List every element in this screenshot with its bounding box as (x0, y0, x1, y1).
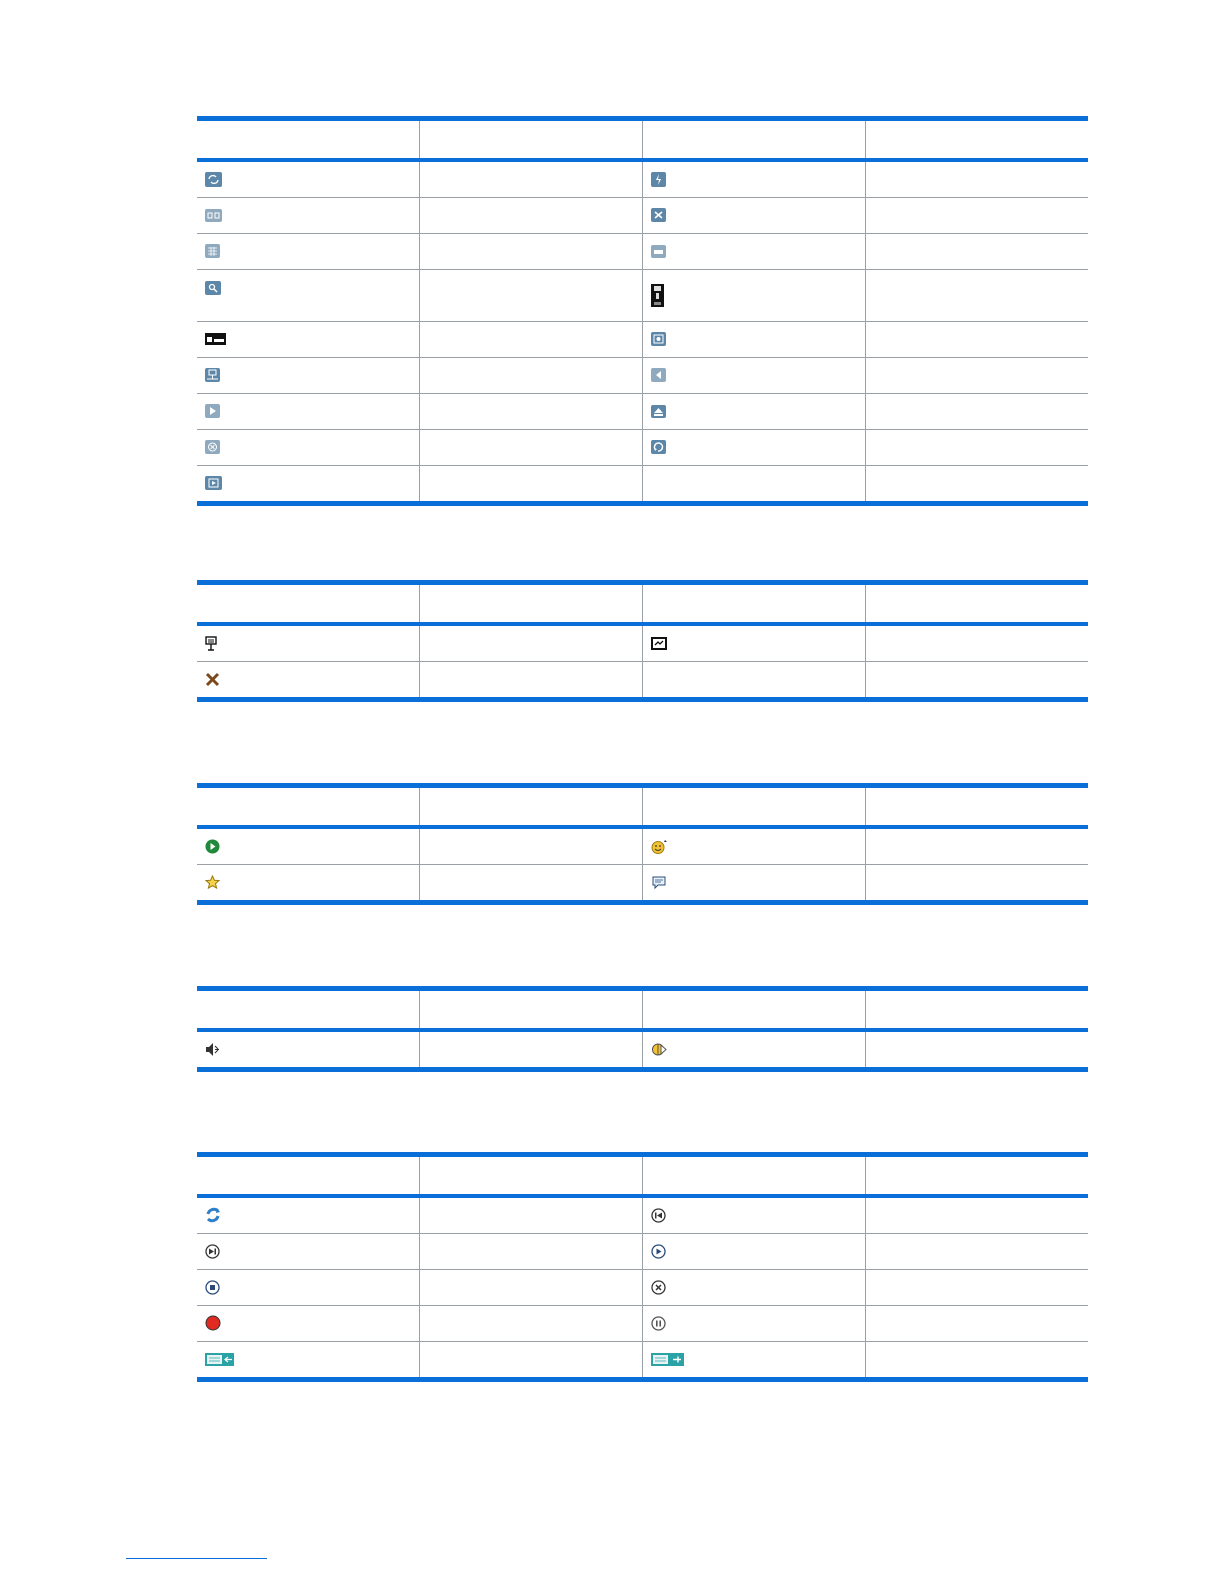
table-row (197, 1196, 1088, 1234)
icon-cell (643, 160, 866, 198)
icon-cell (197, 234, 420, 270)
icon-cell (643, 624, 866, 662)
icon-table-3 (197, 783, 1088, 905)
description-cell (865, 1030, 1088, 1070)
icon-cell (643, 466, 866, 504)
description-cell (420, 1270, 643, 1306)
icon-cell (643, 430, 866, 466)
header-cell (643, 1155, 866, 1197)
description-cell (865, 430, 1088, 466)
table-row (197, 270, 1088, 322)
description-cell (420, 198, 643, 234)
icon-cell (197, 430, 420, 466)
circle-pause-icon (651, 1316, 666, 1331)
description-cell (420, 1342, 643, 1380)
icon-cell (197, 827, 420, 865)
table-row (197, 358, 1088, 394)
table-row (197, 1030, 1088, 1070)
camera-icon (651, 332, 666, 346)
header-cell (197, 786, 420, 828)
icon-cell (643, 1196, 866, 1234)
network-icon (205, 368, 220, 382)
speaker-mute-icon (205, 1042, 220, 1057)
icon-cell (643, 865, 866, 903)
icon-cell (643, 1270, 866, 1306)
header-cell (865, 1155, 1088, 1197)
footer-rule (126, 1558, 267, 1559)
icon-cell (197, 466, 420, 504)
brightness-icon (651, 1042, 667, 1057)
description-cell (865, 394, 1088, 430)
header-cell (865, 583, 1088, 625)
table-row (197, 624, 1088, 662)
header-cell (865, 989, 1088, 1031)
refresh-icon (651, 440, 666, 454)
icon-cell (643, 358, 866, 394)
description-cell (865, 234, 1088, 270)
mail-icon (205, 440, 220, 454)
description-cell (865, 1196, 1088, 1234)
table-row (197, 1270, 1088, 1306)
icon-cell (197, 865, 420, 903)
circle-play-icon (651, 1244, 666, 1259)
header-cell (420, 786, 643, 828)
header-cell (197, 119, 420, 161)
description-cell (865, 322, 1088, 358)
table-row (197, 234, 1088, 270)
icon-cell (197, 1030, 420, 1070)
description-cell (865, 466, 1088, 504)
description-cell (420, 394, 643, 430)
description-cell (865, 1306, 1088, 1342)
description-cell (865, 865, 1088, 903)
header-cell (865, 119, 1088, 161)
description-cell (420, 827, 643, 865)
header-cell (420, 1155, 643, 1197)
description-cell (865, 1342, 1088, 1380)
table-header-row (197, 1155, 1088, 1197)
icon-cell (643, 322, 866, 358)
icon-cell (643, 1306, 866, 1342)
screen-switch-icon (651, 637, 667, 650)
battery-icon (205, 333, 226, 345)
header-cell (420, 119, 643, 161)
icon-cell (643, 1030, 866, 1070)
table-header-row (197, 786, 1088, 828)
icon-cell (197, 1196, 420, 1234)
presentation-play-icon (205, 476, 222, 490)
icon-cell (197, 1306, 420, 1342)
icon-cell (197, 1270, 420, 1306)
table-row (197, 160, 1088, 198)
header-cell (643, 119, 866, 161)
green-play-icon (205, 839, 220, 854)
icon-cell (197, 624, 420, 662)
keyboard-right-icon (651, 1353, 684, 1366)
rotate-arrows-icon (205, 172, 222, 187)
lightning-icon (651, 172, 666, 187)
description-cell (865, 160, 1088, 198)
circle-close-icon (651, 1280, 666, 1295)
table-row (197, 430, 1088, 466)
icon-cell (643, 270, 866, 322)
table-row (197, 322, 1088, 358)
table-row (197, 865, 1088, 903)
icon-cell (197, 198, 420, 234)
icon-cell (197, 394, 420, 430)
description-cell (420, 1030, 643, 1070)
table-row (197, 827, 1088, 865)
close-x-icon (651, 208, 666, 222)
description-cell (865, 198, 1088, 234)
description-cell (420, 1306, 643, 1342)
table-row (197, 1306, 1088, 1342)
brown-x-icon (205, 672, 220, 687)
record-icon (205, 1315, 221, 1331)
description-cell (865, 1234, 1088, 1270)
skip-forward-icon (205, 1244, 220, 1259)
header-cell (865, 786, 1088, 828)
header-cell (643, 583, 866, 625)
description-cell (420, 270, 643, 322)
icon-cell (643, 198, 866, 234)
header-cell (420, 583, 643, 625)
header-cell (420, 989, 643, 1031)
icon-cell (197, 270, 420, 322)
header-cell (197, 583, 420, 625)
scanner-icon (651, 245, 666, 258)
table-row (197, 1234, 1088, 1270)
hex-input-icon (205, 209, 222, 222)
table-row (197, 1342, 1088, 1380)
table-row (197, 198, 1088, 234)
icon-cell (643, 1342, 866, 1380)
smiley-icon (651, 839, 668, 854)
header-cell (197, 1155, 420, 1197)
description-cell (865, 270, 1088, 322)
description-cell (865, 662, 1088, 700)
star-icon (205, 875, 220, 890)
table-row (197, 466, 1088, 504)
icon-cell (643, 234, 866, 270)
description-cell (865, 624, 1088, 662)
icon-cell (643, 1234, 866, 1270)
table-header-row (197, 989, 1088, 1031)
description-cell (865, 358, 1088, 394)
grid-icon (205, 244, 220, 258)
left-arrow-icon (651, 368, 666, 382)
description-cell (420, 1196, 643, 1234)
eject-icon (651, 405, 666, 418)
card-reader-icon (651, 284, 664, 307)
icon-cell (197, 662, 420, 700)
icon-cell (197, 358, 420, 394)
icon-cell (643, 394, 866, 430)
description-cell (420, 322, 643, 358)
table-row (197, 662, 1088, 700)
icon-cell (197, 1342, 420, 1380)
header-cell (197, 989, 420, 1031)
projector-icon (205, 636, 217, 651)
icon-table-5 (197, 1152, 1088, 1382)
description-cell (420, 1234, 643, 1270)
icon-cell (643, 827, 866, 865)
description-cell (420, 358, 643, 394)
description-cell (865, 1270, 1088, 1306)
description-cell (420, 865, 643, 903)
icon-table-4 (197, 986, 1088, 1072)
description-cell (420, 430, 643, 466)
icon-cell (197, 160, 420, 198)
table-header-row (197, 583, 1088, 625)
header-cell (643, 786, 866, 828)
icon-table-2 (197, 580, 1088, 702)
table-row (197, 394, 1088, 430)
description-cell (420, 160, 643, 198)
sync-icon (205, 1207, 221, 1224)
keyboard-left-icon (205, 1353, 234, 1366)
skip-back-icon (651, 1208, 666, 1223)
circle-stop-icon (205, 1280, 220, 1295)
icon-cell (643, 662, 866, 700)
description-cell (420, 466, 643, 504)
play-icon (205, 404, 220, 418)
icon-cell (197, 1234, 420, 1270)
description-cell (420, 662, 643, 700)
table-header-row (197, 119, 1088, 161)
icon-table-1 (197, 116, 1088, 506)
description-cell (420, 624, 643, 662)
description-cell (420, 234, 643, 270)
description-cell (865, 827, 1088, 865)
speech-bubble-icon (651, 875, 667, 890)
header-cell (643, 989, 866, 1031)
magnifier-icon (205, 281, 221, 295)
icon-cell (197, 322, 420, 358)
